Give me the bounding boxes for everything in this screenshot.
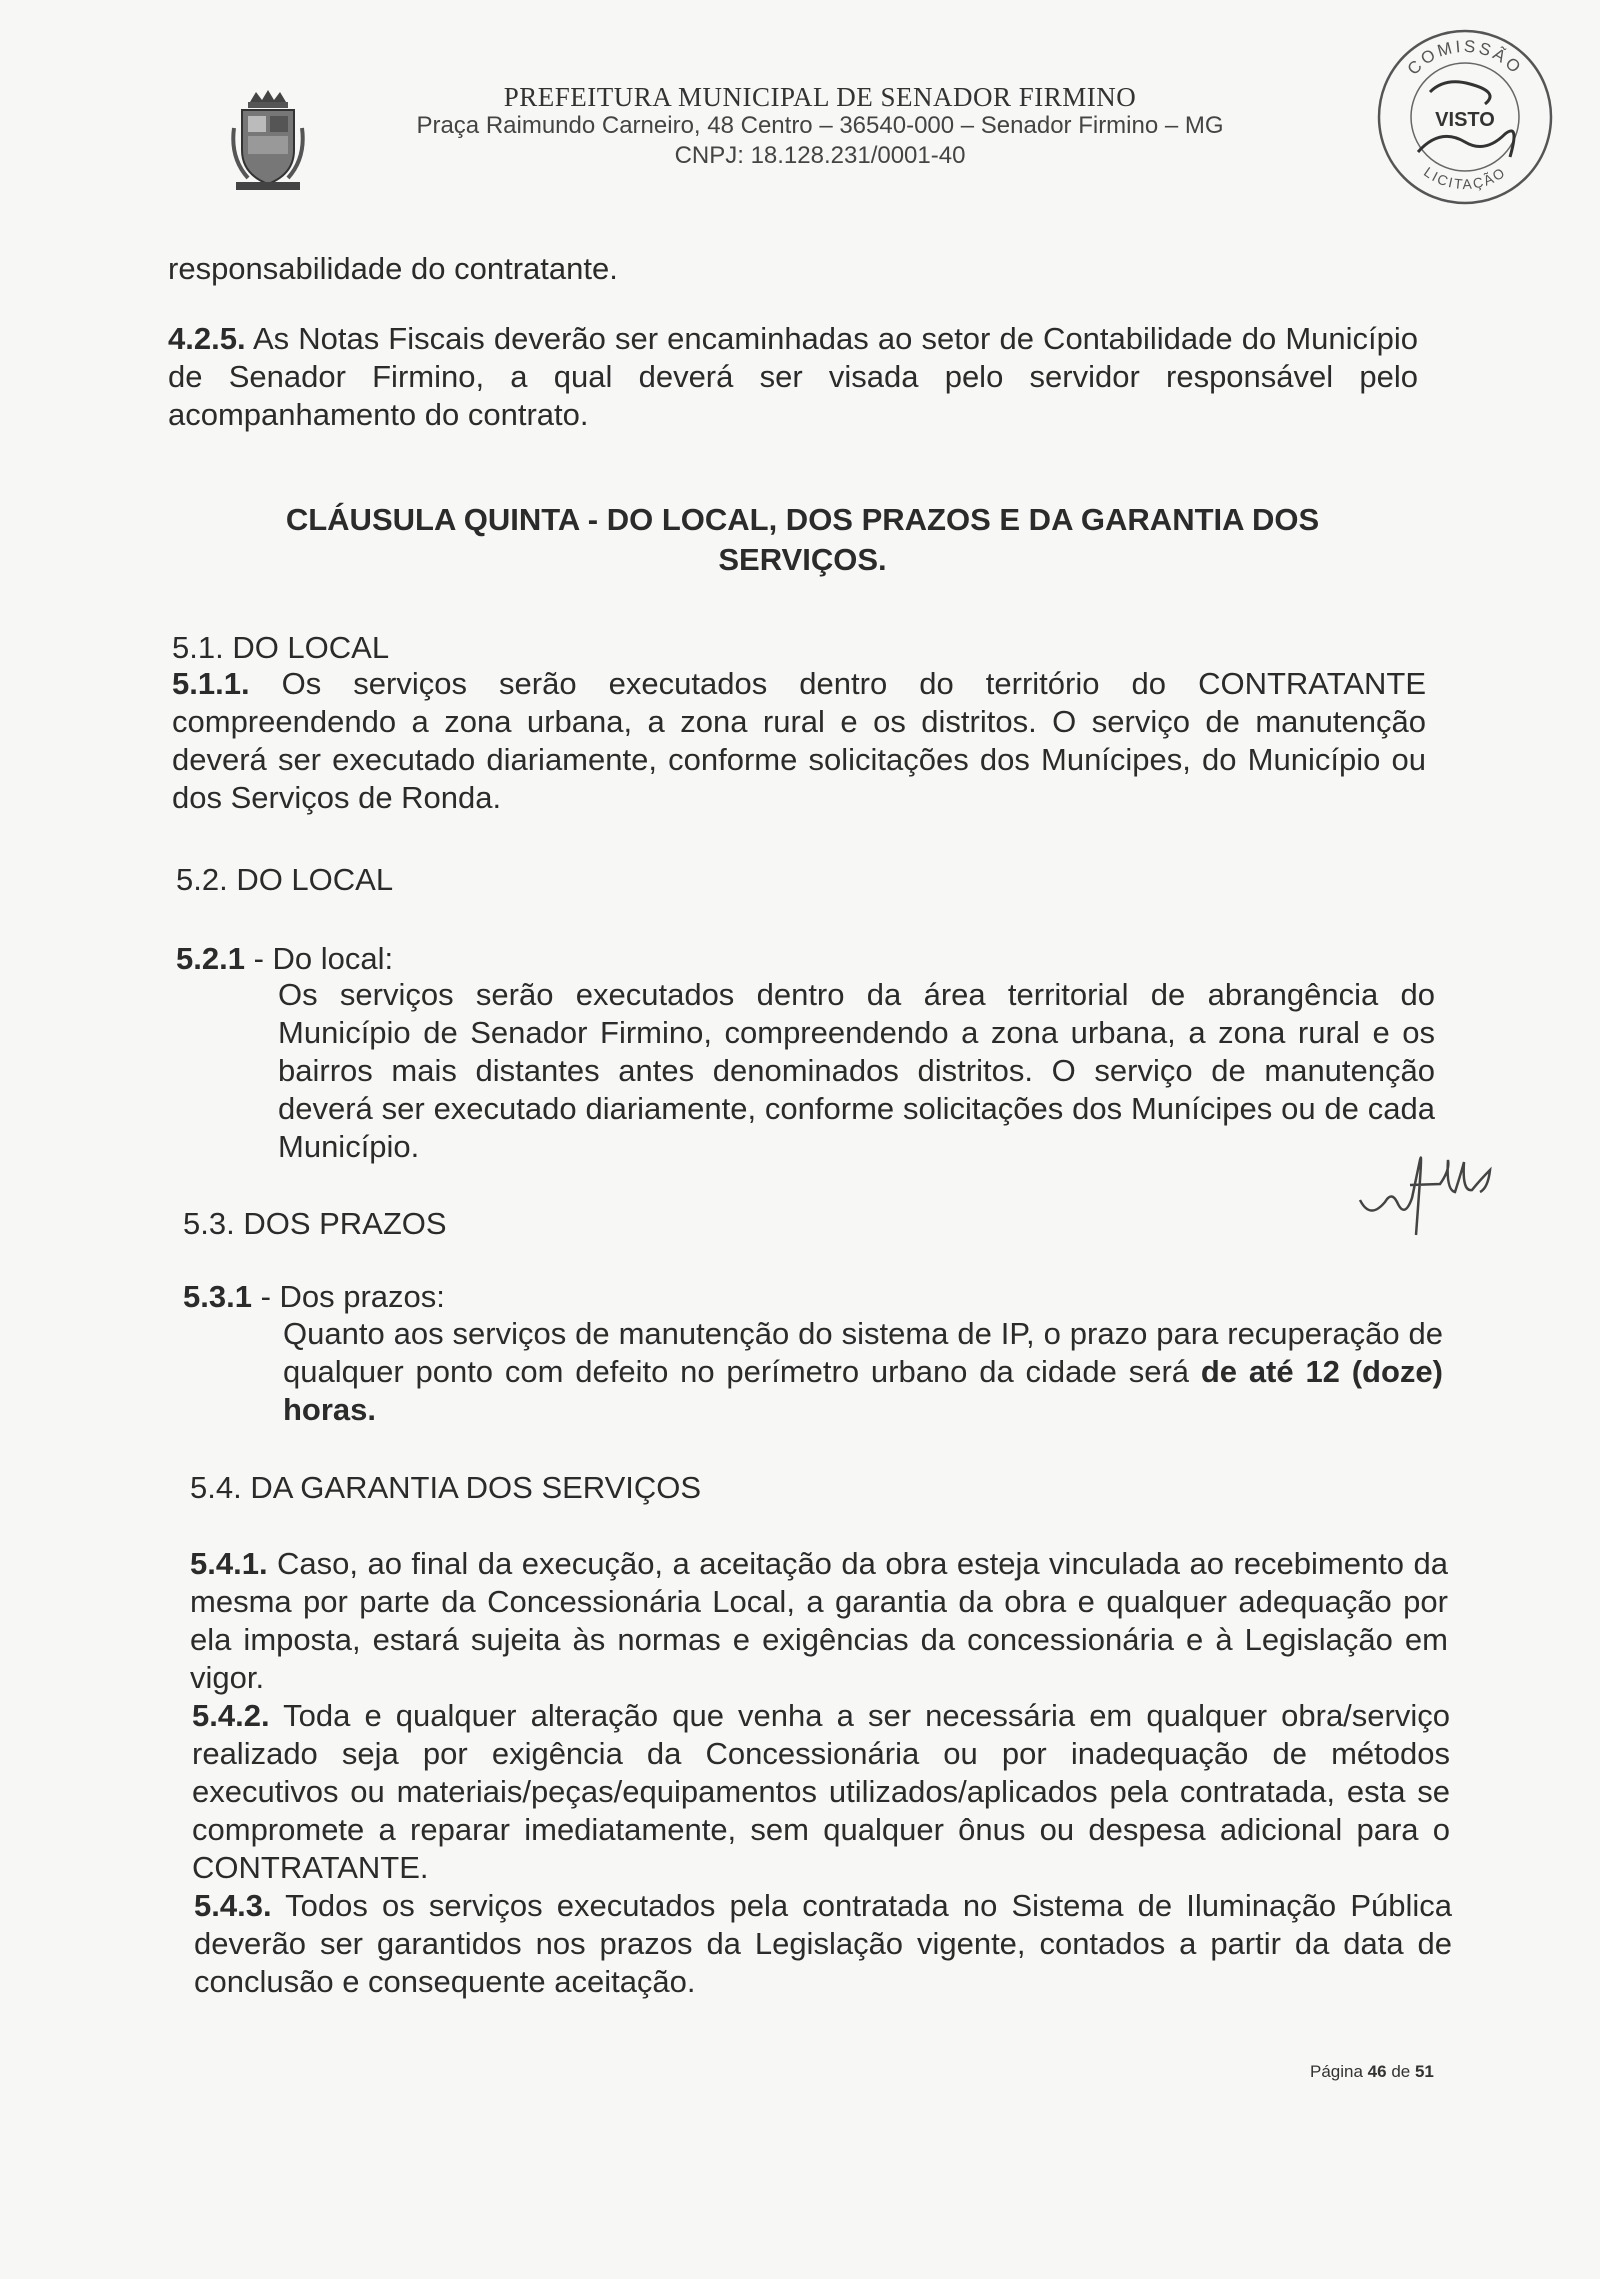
stamp-center-text: VISTO bbox=[1435, 109, 1495, 131]
subsection-label-5-3-1 bbox=[183, 1278, 445, 1316]
clause-number: 5.4.2. bbox=[192, 1698, 270, 1733]
stamp-bottom-text: LICITAÇÃO bbox=[1421, 163, 1509, 193]
paragraph-5-4-1 bbox=[190, 1545, 1448, 1697]
clause-number: 5.1.1. bbox=[172, 666, 250, 701]
section-heading-5-1: 5.1. DO LOCAL bbox=[172, 630, 390, 665]
clause-number: 5.4.3. bbox=[194, 1888, 272, 1923]
page-number bbox=[1310, 2062, 1434, 2082]
clause-text: Todos os serviços executados pela contratada no Sistema de Iluminação Pública deverão ser garantidos nos prazos da Legislação vigente, contados a partir da data de conclusão e consequente aceitação. bbox=[194, 1888, 1452, 1999]
page-current: 46 bbox=[1367, 2062, 1387, 2081]
section-heading-5-4: 5.4. DA GARANTIA DOS SERVIÇOS bbox=[190, 1470, 702, 1505]
clause-title bbox=[180, 500, 1425, 580]
clause-text: Toda e qualquer alteração que venha a ser necessária em qualquer obra/serviço realizado seja por exigência da Concessionária ou por inadequação de métodos executivos ou materiais/peças/equipamentos utilizados/aplicados pela contratada, esta se compromete a reparar imediatamente, sem qualquer ônus ou despesa adicional para o CONTRATANTE. bbox=[192, 1698, 1450, 1885]
clause-text: Quanto aos serviços de manutenção do sistema de IP, o prazo para recuperação de qualquer ponto com defeito no perímetro urbano da cidade será bbox=[283, 1316, 1443, 1389]
paragraph-5-4-2 bbox=[192, 1697, 1450, 1887]
clause-title-line2: SERVIÇOS. bbox=[718, 542, 887, 577]
page-total: 51 bbox=[1414, 2062, 1434, 2081]
paragraph-5-1-1 bbox=[172, 665, 1426, 817]
municipal-crest-icon bbox=[228, 88, 308, 194]
subsection-label-5-2-1 bbox=[176, 940, 393, 978]
clause-number: 5.2.1 bbox=[176, 941, 245, 976]
clause-text-bold: de até 12 (doze) horas. bbox=[283, 1354, 1443, 1427]
section-heading-5-3: 5.3. DOS PRAZOS bbox=[183, 1206, 447, 1241]
commission-stamp-icon bbox=[1370, 22, 1560, 212]
org-address: Praça Raimundo Carneiro, 48 Centro – 36540-000 – Senador Firmino – MG bbox=[416, 112, 1224, 139]
section-heading-5-2: 5.2. DO LOCAL bbox=[176, 862, 394, 897]
clause-number: 5.3.1 bbox=[183, 1279, 252, 1314]
clause-label: - Do local: bbox=[244, 941, 394, 976]
paragraph-5-2-1: Os serviços serão executados dentro da área territorial de abrangência do Município de Senador Firmino, compreendendo a zona urbana, a zona rural e os bairros mais distantes antes denominados distritos. O serviço de manutenção deverá ser executado diariamente, conforme solicitações dos Munícipes ou de cada Município. bbox=[278, 977, 1435, 1164]
page-label: Página bbox=[1310, 2062, 1368, 2081]
paragraph-5-3-1 bbox=[283, 1315, 1443, 1429]
continuation-text: responsabilidade do contratante. bbox=[168, 251, 618, 286]
clause-title-line1: CLÁUSULA QUINTA - DO LOCAL, DOS PRAZOS E DA GARANTIA DOS bbox=[285, 502, 1320, 537]
clause-number: 5.4.1. bbox=[190, 1546, 268, 1581]
stamp-top-text: COMISSÃO bbox=[1403, 36, 1527, 79]
org-cnpj: CNPJ: 18.128.231/0001-40 bbox=[674, 142, 966, 169]
org-name: PREFEITURA MUNICIPAL DE SENADOR FIRMINO bbox=[503, 82, 1137, 112]
page-separator: de bbox=[1386, 2062, 1415, 2081]
signature-mark bbox=[1350, 1140, 1500, 1240]
paragraph-4-2-5 bbox=[168, 320, 1418, 434]
svg-text:LICITAÇÃO bbox=[1421, 164, 1509, 193]
clause-text: As Notas Fiscais deverão ser encaminhadas ao setor de Contabilidade do Município de Senador Firmino, a qual deverá ser visada pelo servidor responsável pelo acompanhamento do contrato. bbox=[168, 321, 1418, 432]
clause-text: Os serviços serão executados dentro do território do CONTRATANTE compreendendo a zona urbana, a zona rural e os distritos. O serviço de manutenção deverá ser executado diariamente, conforme solicitações dos Munícipes, do Município ou dos Serviços de Ronda. bbox=[172, 666, 1426, 815]
clause-number: 4.2.5. bbox=[168, 321, 246, 356]
paragraph-5-4-3 bbox=[194, 1887, 1452, 2001]
clause-label: - Dos prazos: bbox=[251, 1279, 445, 1314]
clause-text: Caso, ao final da execução, a aceitação da obra esteja vinculada ao recebimento da mesma por parte da Concessionária Local, a garantia da obra e qualquer adequação por ela imposta, estará sujeita às normas e exigências da concessionária e à Legislação em vigor. bbox=[190, 1546, 1448, 1695]
